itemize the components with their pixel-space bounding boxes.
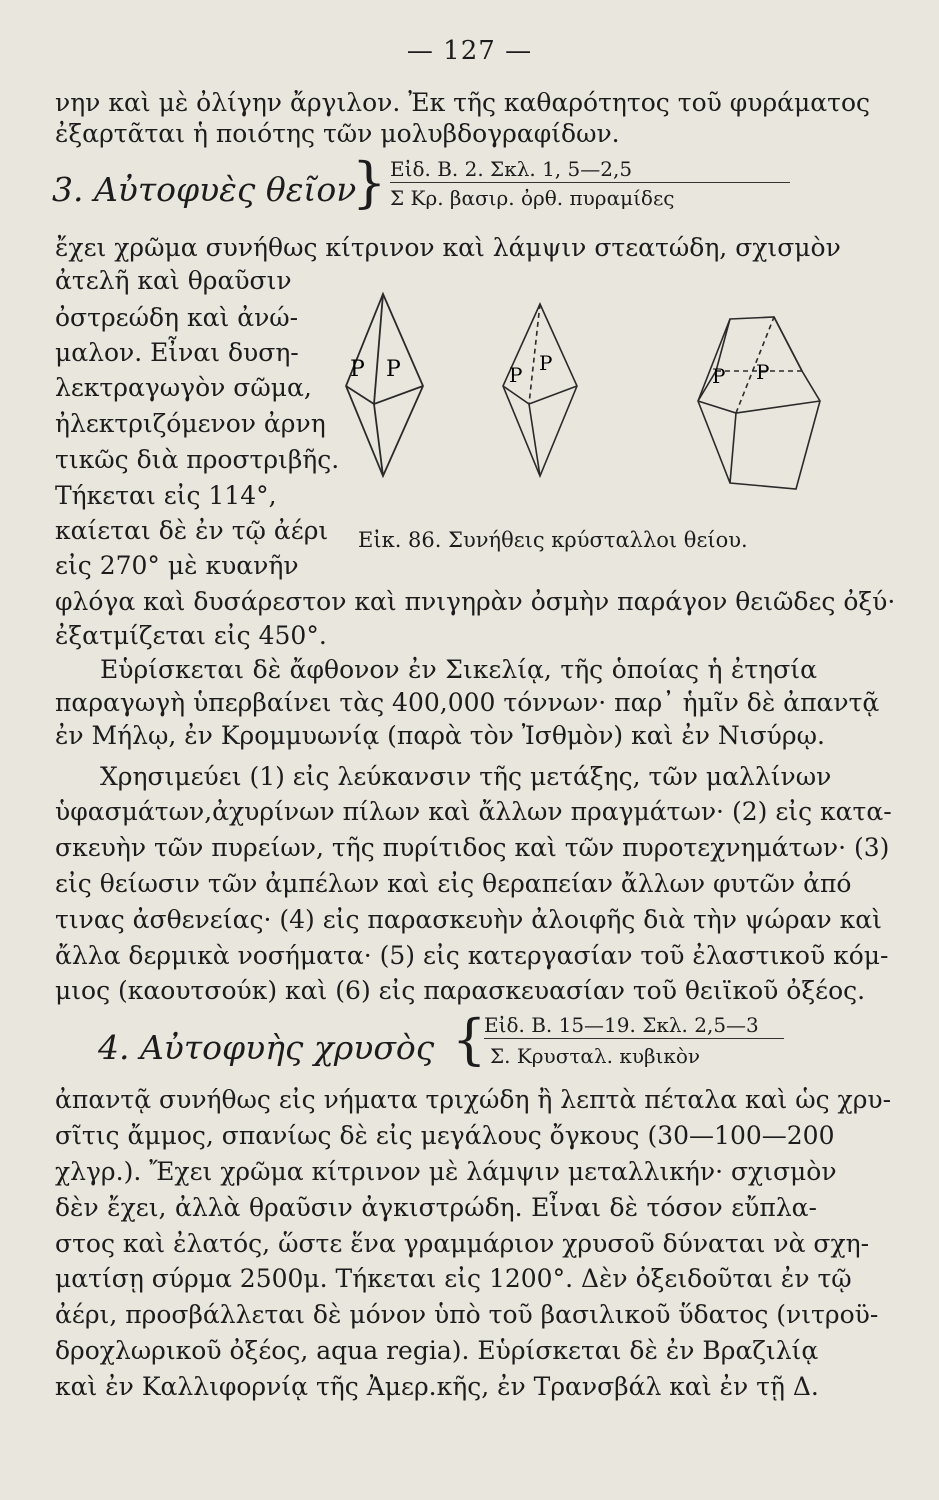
page-number: — 127 — xyxy=(406,36,533,66)
text-line: δροχλωρικοῦ ὀξέος, aqua regia). Εὑρίσκεται δὲ ἐν Βραζιλίᾳ xyxy=(55,1336,819,1365)
text-line: ματίσῃ σύρμα 2500μ. Τήκεται εἰς 1200°. Δὲν ὀξειδοῦται ἐν τῷ xyxy=(55,1264,852,1293)
text-line: σκευὴν τῶν πυρείων, τῆς πυρίτιδος καὶ τῶν πυροτεχνημάτων· (3) xyxy=(55,833,890,862)
text-line: ἔχει χρῶμα συνήθως κίτρινον καὶ λάμψιν στεατώδη, σχισμὸν xyxy=(55,233,841,262)
text-line: καίεται δὲ ἐν τῷ ἀέρι xyxy=(55,516,329,545)
text-line: Εὑρίσκεται δὲ ἄφθονον ἐν Σικελίᾳ, τῆς ὁποίας ἡ ἐτησία xyxy=(100,655,817,684)
gold-properties-box xyxy=(484,1012,784,1069)
text-line: ἄλλα δερμικὰ νοσήματα· (5) εἰς κατεργασίαν τοῦ ἐλαστικοῦ κόμ- xyxy=(55,941,889,970)
section-heading-sulfur: 3. Αὐτοφυὲς θεῖον xyxy=(52,170,357,209)
text-line: τικῶς διὰ προστριβῆς. xyxy=(55,445,340,474)
text-line: μαλον. Εἶναι δυση- xyxy=(55,338,299,367)
crystal-face-label: P xyxy=(712,364,726,388)
brace-glyph: } xyxy=(352,151,387,214)
sulfur-meta-top: Εἰδ. Β. 2. Σκλ. 1, 5—2,5 xyxy=(390,157,633,181)
text-line: στος καὶ ἐλατός, ὥστε ἕνα γραμμάριον χρυσοῦ δύναται νὰ σχη- xyxy=(55,1229,870,1258)
text-line: Τήκεται εἰς 114°, xyxy=(55,481,277,510)
text-line: παραγωγὴ ὑπερβαίνει τὰς 400,000 τόννων· παρ᾽ ἡμῖν δὲ ἀπαντᾷ xyxy=(55,688,880,717)
text-line: ἀπαντᾷ συνήθως εἰς νήματα τριχώδη ἢ λεπτὰ πέταλα καὶ ὡς χρυ- xyxy=(55,1085,892,1114)
figure-caption: Εἰκ. 86. Συνήθεις κρύσταλλοι θείου. xyxy=(358,528,748,552)
text-line: μιος (καουτσούκ) καὶ (6) εἰς παρασκευασίαν τοῦ θειϊκοῦ ὀξέος. xyxy=(55,976,866,1005)
sulfur-properties-box xyxy=(390,156,790,211)
text-line: νην καὶ μὲ ὀλίγην ἄργιλον. Ἐκ τῆς καθαρότητος τοῦ φυράματος xyxy=(55,88,871,117)
crystal-truncated-pyramid xyxy=(690,305,830,495)
text-line: καὶ ἐν Καλλιφορνίᾳ τῆς Ἀμερ.κῆς, ἐν Τρανσβάλ καὶ ἐν τῇ Δ. xyxy=(55,1372,819,1401)
text-line: δὲν ἔχει, ἀλλὰ θραῦσιν ἀγκιστρώδη. Εἶναι δὲ τόσον εὔπλα- xyxy=(55,1193,817,1222)
sulfur-meta-bottom: Σ Κρ. βασιρ. ὀρθ. πυραμίδες xyxy=(390,186,675,210)
text-line: χλγρ.). Ἔχει χρῶμα κίτρινον μὲ λάμψιν μεταλλικήν· σχισμὸν xyxy=(55,1157,837,1186)
text-line: ἐν Μήλῳ, ἐν Κρομμυωνίᾳ (παρὰ τὸν Ἰσθμὸν) καὶ ἐν Νισύρῳ. xyxy=(55,721,825,750)
text-line: ἀέρι, προσβάλλεται δὲ μόνον ὑπὸ τοῦ βασιλικοῦ ὕδατος (νιτροϋ- xyxy=(55,1300,879,1329)
crystal-face-label: P xyxy=(350,357,365,382)
text-line: τινας ἀσθενείας· (4) εἰς παρασκευὴν ἀλοιφῆς διὰ τὴν ψώραν καὶ xyxy=(55,905,882,934)
crystal-bipyramid-2 xyxy=(495,300,585,490)
crystal-face-label: P xyxy=(539,351,553,375)
text-line: ἠλεκτριζόμενον ἀρνη xyxy=(55,409,326,438)
text-line: ἐξαρτᾶται ἡ ποιότης τῶν μολυβδογραφίδων. xyxy=(55,119,620,148)
text-line: ὑφασμάτων,ἀχυρίνων πίλων καὶ ἄλλων πραγμάτων· (2) εἰς κατα- xyxy=(55,797,892,826)
text-line: εἰς 270° μὲ κυανῆν xyxy=(55,551,299,580)
brace-glyph: { xyxy=(452,1008,487,1071)
text-line: ὀστρεώδη καὶ ἀνώ- xyxy=(55,303,299,332)
section-heading-gold: 4. Αὐτοφυὴς χρυσὸς xyxy=(98,1028,435,1067)
crystal-bipyramid-1 xyxy=(328,290,438,480)
text-line: λεκτραγωγὸν σῶμα, xyxy=(55,373,312,402)
crystal-face-label: P xyxy=(386,357,401,382)
gold-meta-top: Εἰδ. Β. 15—19. Σκλ. 2,5—3 xyxy=(484,1013,759,1037)
text-line: φλόγα καὶ δυσάρεστον καὶ πνιγηρὰν ὀσμὴν παράγον θειῶδες ὀξύ· xyxy=(55,587,896,616)
text-line: σῖτις ἄμμος, σπανίως δὲ εἰς μεγάλους ὄγκους (30—100—200 xyxy=(55,1121,835,1150)
crystal-face-label: P xyxy=(509,363,523,387)
text-line: ἐξατμίζεται εἰς 450°. xyxy=(55,621,327,650)
text-line: εἰς θείωσιν τῶν ἀμπέλων καὶ εἰς θεραπείαν ἄλλων φυτῶν ἀπό xyxy=(55,869,852,898)
gold-meta-bottom: Σ. Κρυσταλ. κυβικὸν xyxy=(490,1044,701,1068)
text-line: ἀτελῆ καὶ θραῦσιν xyxy=(55,266,292,295)
text-line: Χρησιμεύει (1) εἰς λεύκανσιν τῆς μετάξης, τῶν μαλλίνων xyxy=(100,762,832,791)
crystal-face-label: P xyxy=(756,360,770,384)
